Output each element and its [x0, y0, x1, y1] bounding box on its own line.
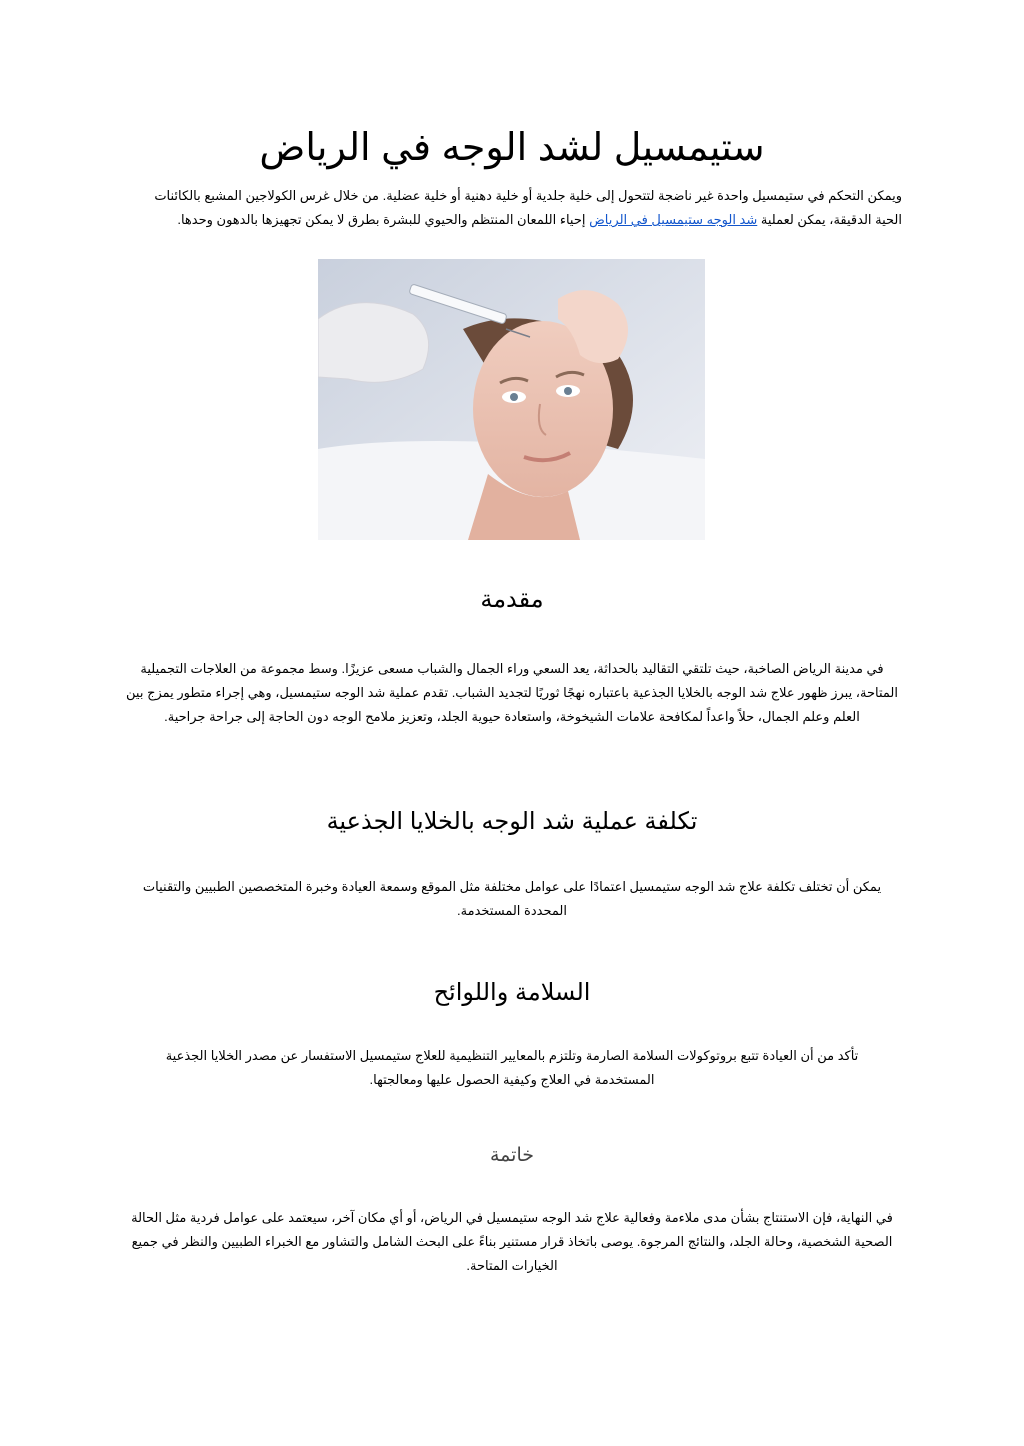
section-body-cost: يمكن أن تختلف تكلفة علاج شد الوجه ستيمسيل اعتمادًا على عوامل مختلفة مثل الموقع وسمعة العيادة وخبرة المتخصصين الطبيين والتقنيات المحددة المستخدمة.	[142, 879, 882, 918]
section-body-safety: تأكد من أن العيادة تتبع بروتوكولات السلامة الصارمة وتلتزم بالمعايير التنظيمية للعلاج ستيمسيل الاستفسار عن مصدر الخلايا الجذعية المستخدمة في العلاج وكيفية الحصول عليها ومعالجتها.	[165, 1048, 859, 1087]
section-heading-cost: تكلفة عملية شد الوجه بالخلايا الجذعية	[326, 808, 698, 835]
page-title: ستيمسيل لشد الوجه في الرياض	[259, 127, 765, 169]
intro-paragraph	[142, 184, 902, 232]
section-body-introduction: في مدينة الرياض الصاخبة، حيث تلتقي التقاليد بالحداثة، يعد السعي وراء الجمال والشباب مسعى عزيزًا. وسط مجموعة من العلاجات التجميلية المتاحة، يبرز ظهور علاج شد الوجه بالخلايا الجذعية باعتباره نهجًا ثوريًا لتجديد الشباب. تقدم عملية شد الوجه ستيمسيل، وهي إجراء متطور يمزج بين العلم وعلم الجمال، حلاً واعداً لمكافحة علامات الشيخوخة، واستعادة حيوية الجلد، وتعزيز ملامح الوجه دون الحاجة إلى جراحة جراحية.	[126, 661, 898, 724]
section-heading-safety: السلامة واللوائح	[433, 979, 591, 1006]
section-body-conclusion: في النهاية، فإن الاستنتاج بشأن مدى ملاءمة وفعالية علاج شد الوجه ستيمسيل في الرياض، أو أي مكان آخر، سيعتمد على عوامل فردية مثل الحالة الصحية الشخصية، وحالة الجلد، والنتائج المرجوة. يوصى باتخاذ قرار مستنير بناءً على البحث الشامل والتشاور مع الخبراء الطبيين والنظر في جميع الخيارات المتاحة.	[131, 1210, 893, 1273]
facial-injection-photo	[318, 259, 705, 540]
section-heading-introduction: مقدمة	[480, 586, 544, 613]
intro-text-after-link: إحياء اللمعان المنتظم والحيوي للبشرة بطرق لا يمكن تجهيزها بالدهون وحدها.	[177, 212, 590, 227]
intro-text-before-link: ويمكن التحكم في ستيمسيل واحدة غير ناضجة لتتحول إلى خلية جلدية أو خلية دهنية أو خلية عضلية. من خلال غرس الكولاجين المشبع بالكائنات الحية الدقيقة، يمكن لعملية	[154, 188, 902, 227]
section-heading-conclusion: خاتمة	[490, 1145, 534, 1166]
stemcell-facelift-link[interactable]: شد الوجه ستيمسيل في الرياض	[589, 212, 758, 227]
